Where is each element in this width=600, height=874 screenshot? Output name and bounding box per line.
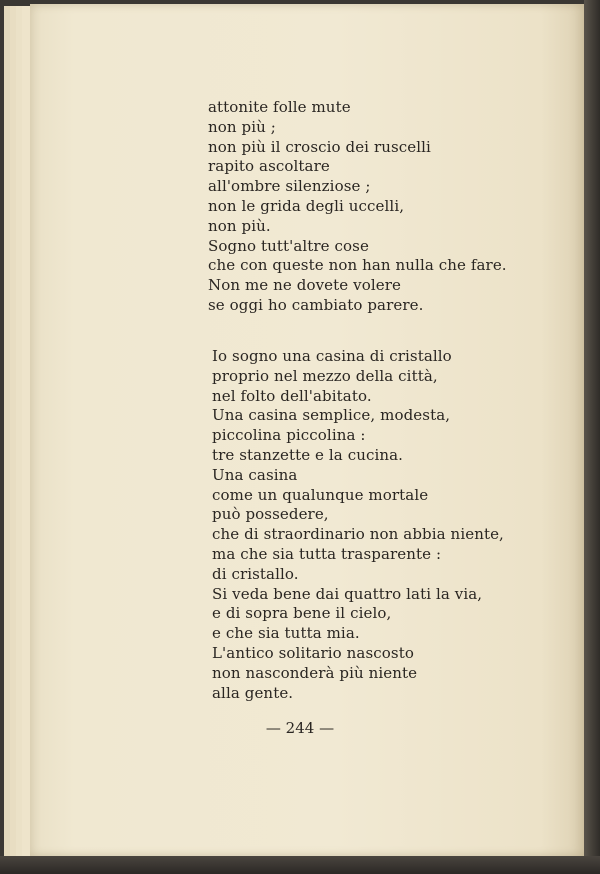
poem-stanza-1 [208,98,507,316]
poem-line: alla gente. [212,683,294,702]
background-surface [0,856,600,874]
poem-line: non più ; [208,117,276,136]
poem-line: nel folto dell'abitato. [212,386,372,405]
poem-line: ma che sia tutta trasparente : [212,544,442,563]
poem-line: non più. [208,216,271,235]
book-spine-shadow [584,0,600,874]
poem-stanza-2 [212,347,504,703]
poem-line: piccolina piccolina : [212,426,366,445]
poem-line: che di straordinario non abbia niente, [212,525,504,544]
poem-line: Si veda bene dai quattro lati la via, [212,584,483,603]
poem-line: all'ombre silenziose ; [208,177,371,196]
poem-line: Sogno tutt'altre cose [208,236,369,255]
poem-line: Io sogno una casina di cristallo [212,347,452,365]
poem-line: non nasconderà più niente [212,663,418,682]
poem-line: di cristallo. [212,564,299,583]
poem-line: come un qualunque mortale [212,485,429,504]
poem-line: non più il croscio dei ruscelli [208,137,431,156]
poem-line: attonite folle mute [208,98,351,116]
poem-line: Una casina semplice, modesta, [212,406,451,425]
poem-line: proprio nel mezzo della città, [212,366,438,385]
poem-line: tre stanzette e la cucina. [212,445,404,464]
poem-line: può possedere, [212,505,329,524]
poem-line: e di sopra bene il cielo, [212,604,392,623]
poem-line: L'antico solitario nascosto [212,643,414,662]
page-number: — 244 — [265,719,335,737]
poem-line: rapito ascoltare [208,157,330,176]
poem-line: che con queste non han nulla che fare. [208,256,507,275]
poem-line: e che sia tutta mia. [212,624,360,643]
poem-line: Non me ne dovete volere [208,276,401,295]
poem-line: se oggi ho cambiato parere. [208,295,424,314]
poem-line: non le grida degli uccelli, [208,196,405,215]
poem-line: Una casina [212,465,298,484]
